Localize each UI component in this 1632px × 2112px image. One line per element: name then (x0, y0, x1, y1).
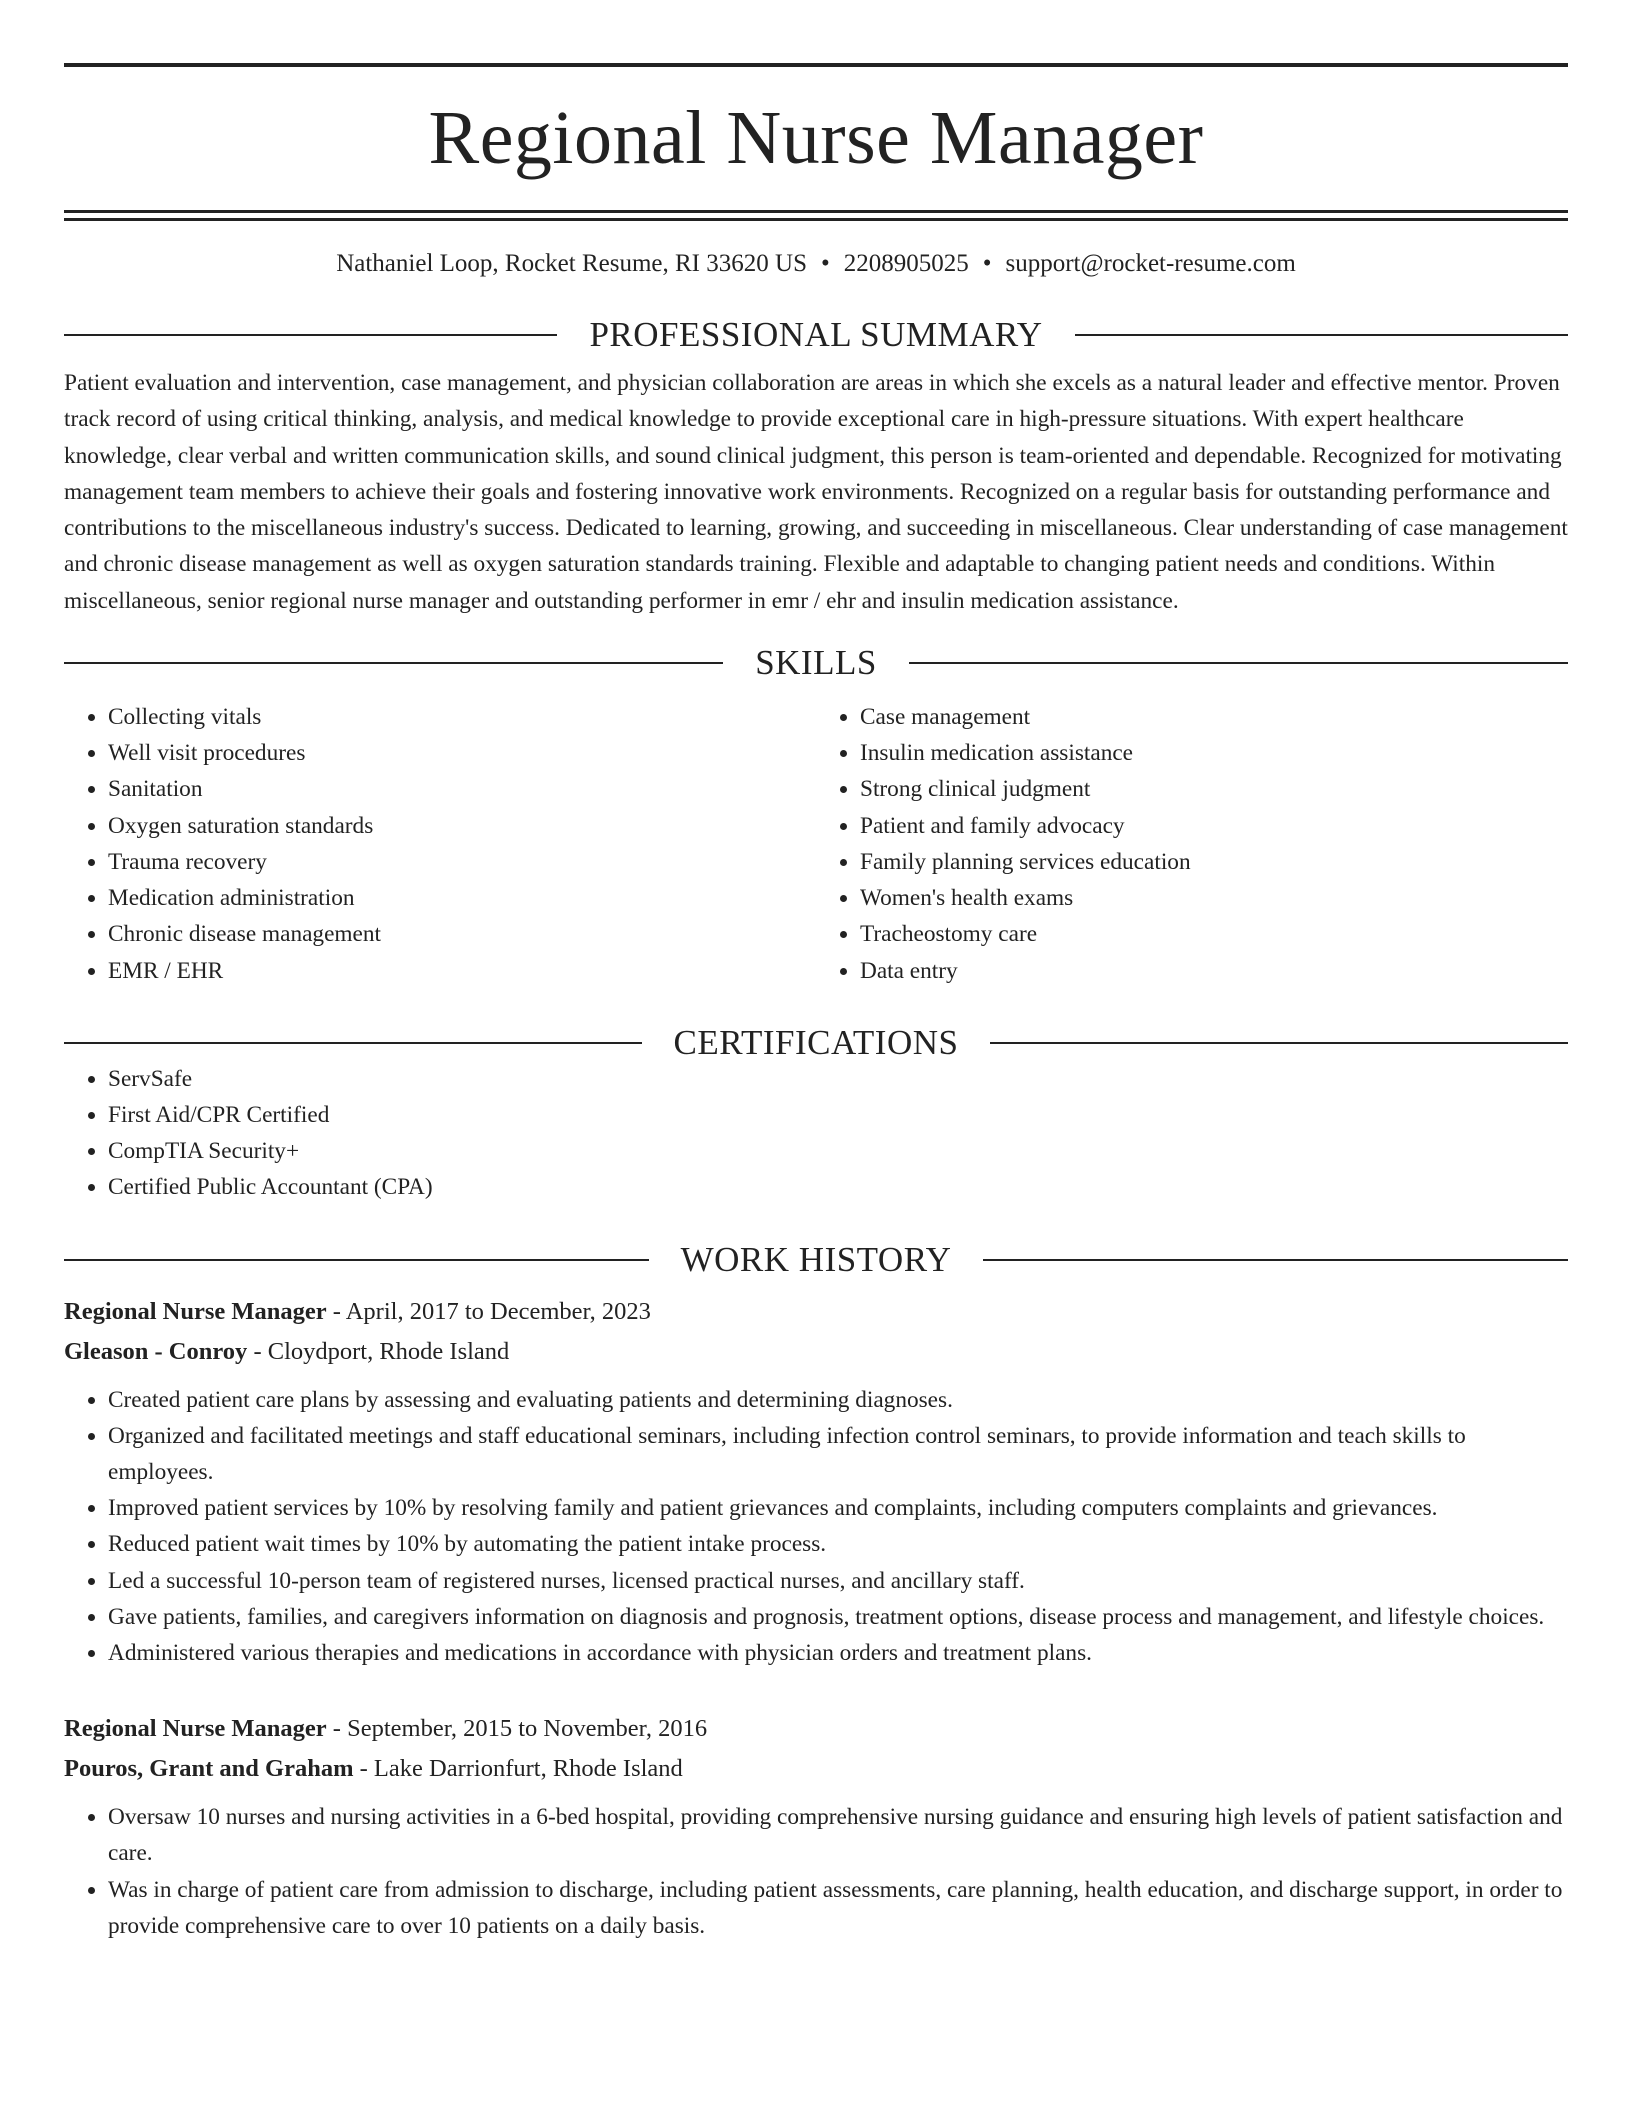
certifications-list (64, 1061, 1568, 1206)
skill-item: • Data entry (860, 953, 1568, 989)
skill-item: • EMR / EHR (108, 953, 816, 989)
contact-separator: • (820, 250, 830, 277)
contact-email: support@rocket-resume.com (1005, 250, 1296, 277)
skill-item: • Collecting vitals (108, 699, 816, 735)
job-bullet: • Improved patient services by 10% by resolving family and patient grievances and complaints, including computers complaints and grievances. (108, 1490, 1568, 1526)
job-location: - Lake Darrionfurt, Rhode Island (353, 1755, 683, 1783)
skill-item: • Medication administration (108, 880, 816, 916)
job-company-line (64, 1749, 1568, 1789)
section-header-work-history (64, 1239, 1568, 1279)
skill-item: • Strong clinical judgment (860, 771, 1568, 807)
skill-item: • Family planning services education (860, 844, 1568, 880)
job-bullet: • Organized and facilitated meetings and staff educational seminars, including infection control seminars, to provide information and teach skills to employees. (108, 1418, 1568, 1490)
section-rule-left (64, 1259, 649, 1261)
skill-item: • Chronic disease management (108, 916, 816, 952)
section-title-certifications: CERTIFICATIONS (673, 1022, 959, 1062)
professional-summary-text: Patient evaluation and intervention, case management, and physician collaboration are areas in which she excels as a natural leader and effective mentor. Proven track record of using critical thinking, analysis, and medical knowledge to provide exceptional care in high-pressure situations. With expert healthcare knowledge, clear verbal and written communication skills, and sound clinical judgment, this person is team-oriented and dependable. Recognized for motivating management team members to achieve their goals and fostering innovative work environments. Recognized on a regular basis for outstanding performance and contributions to the miscellaneous industry's success. Dedicated to learning, growing, and succeeding in miscellaneous. Clear understanding of case management and chronic disease management as well as oxygen saturation standards training. Flexible and adaptable to changing patient needs and conditions. Within miscellaneous, senior regional nurse manager and outstanding performer in emr / ehr and insulin medication assistance. (64, 370, 1568, 614)
section-rule-left (64, 1042, 642, 1044)
job-company-line (64, 1332, 1568, 1372)
job-company: Gleason - Conroy (64, 1337, 248, 1365)
contact-phone: 2208905025 (843, 250, 969, 277)
section-rule-right (983, 1259, 1568, 1261)
job-title: Regional Nurse Manager (64, 1715, 327, 1743)
job-title-line (64, 1292, 1568, 1332)
section-header-certifications (64, 1022, 1568, 1062)
resume-page (64, 0, 1568, 1944)
section-rule-right (990, 1042, 1568, 1044)
section-rule-right (1075, 334, 1568, 336)
work-history-list (64, 1292, 1568, 1944)
job-company: Pouros, Grant and Graham (64, 1755, 354, 1783)
job-title-line (64, 1709, 1568, 1749)
job-bullet: • Gave patients, families, and caregivers information on diagnosis and prognosis, treatment options, disease process and management, and lifestyle choices. (108, 1599, 1568, 1635)
header-rule-lower (64, 218, 1568, 221)
job-title: Regional Nurse Manager (64, 1297, 327, 1325)
section-title-work-history: WORK HISTORY (680, 1239, 952, 1279)
skill-item: • Trauma recovery (108, 844, 816, 880)
skill-item: • Insulin medication assistance (860, 735, 1568, 771)
skill-item: • Tracheostomy care (860, 916, 1568, 952)
job-entry (64, 1292, 1568, 1672)
contact-separator: • (982, 250, 992, 277)
section-title-summary: PROFESSIONAL SUMMARY (589, 315, 1043, 354)
job-bullet: • Reduced patient wait times by 10% by automating the patient intake process. (108, 1526, 1568, 1562)
contact-address: Nathaniel Loop, Rocket Resume, RI 33620 US (336, 250, 807, 277)
skill-item: • Patient and family advocacy (860, 808, 1568, 844)
skills-columns (64, 699, 1568, 989)
certification-item: • CompTIA Security+ (108, 1133, 1568, 1169)
skills-list-right (816, 699, 1568, 989)
job-bullet: • Was in charge of patient care from admission to discharge, including patient assessments, care planning, health education, and discharge support, in order to provide comprehensive care to over 10 patients on a daily basis. (108, 1872, 1568, 1944)
job-bullet: • Created patient care plans by assessing and evaluating patients and determining diagnoses. (108, 1382, 1568, 1418)
section-title-skills: SKILLS (755, 643, 877, 683)
job-bullet-list (64, 1382, 1568, 1672)
skill-item: • Women's health exams (860, 880, 1568, 916)
skills-list-left (64, 699, 816, 989)
job-bullet: • Administered various therapies and medications in accordance with physician orders and treatment plans. (108, 1635, 1568, 1671)
skill-item: • Sanitation (108, 771, 816, 807)
page-title: Regional Nurse Manager (428, 96, 1204, 180)
job-bullet: • Led a successful 10-person team of registered nurses, licensed practical nurses, and ancillary staff. (108, 1563, 1568, 1599)
job-bullet: • Oversaw 10 nurses and nursing activities in a 6-bed hospital, providing comprehensive nursing guidance and ensuring high levels of patient satisfaction and care. (108, 1799, 1568, 1871)
header-top-rule (64, 63, 1568, 67)
skill-item: • Oxygen saturation standards (108, 808, 816, 844)
job-entry (64, 1709, 1568, 1944)
certification-item: • Certified Public Accountant (CPA) (108, 1169, 1568, 1205)
job-location: - Cloydport, Rhode Island (247, 1337, 510, 1365)
section-header-summary (64, 317, 1568, 353)
job-bullet-list (64, 1799, 1568, 1944)
section-header-skills (64, 645, 1568, 681)
skill-item: • Well visit procedures (108, 735, 816, 771)
section-rule-left (64, 334, 557, 336)
job-dates: - April, 2017 to December, 2023 (326, 1297, 651, 1325)
job-dates: - September, 2015 to November, 2016 (326, 1715, 708, 1743)
section-rule-right (909, 662, 1568, 664)
skill-item: • Case management (860, 699, 1568, 735)
certification-item: • ServSafe (108, 1061, 1568, 1097)
header-rule-upper (64, 210, 1568, 213)
contact-line (64, 249, 1568, 279)
certification-item: • First Aid/CPR Certified (108, 1097, 1568, 1133)
section-rule-left (64, 662, 723, 664)
